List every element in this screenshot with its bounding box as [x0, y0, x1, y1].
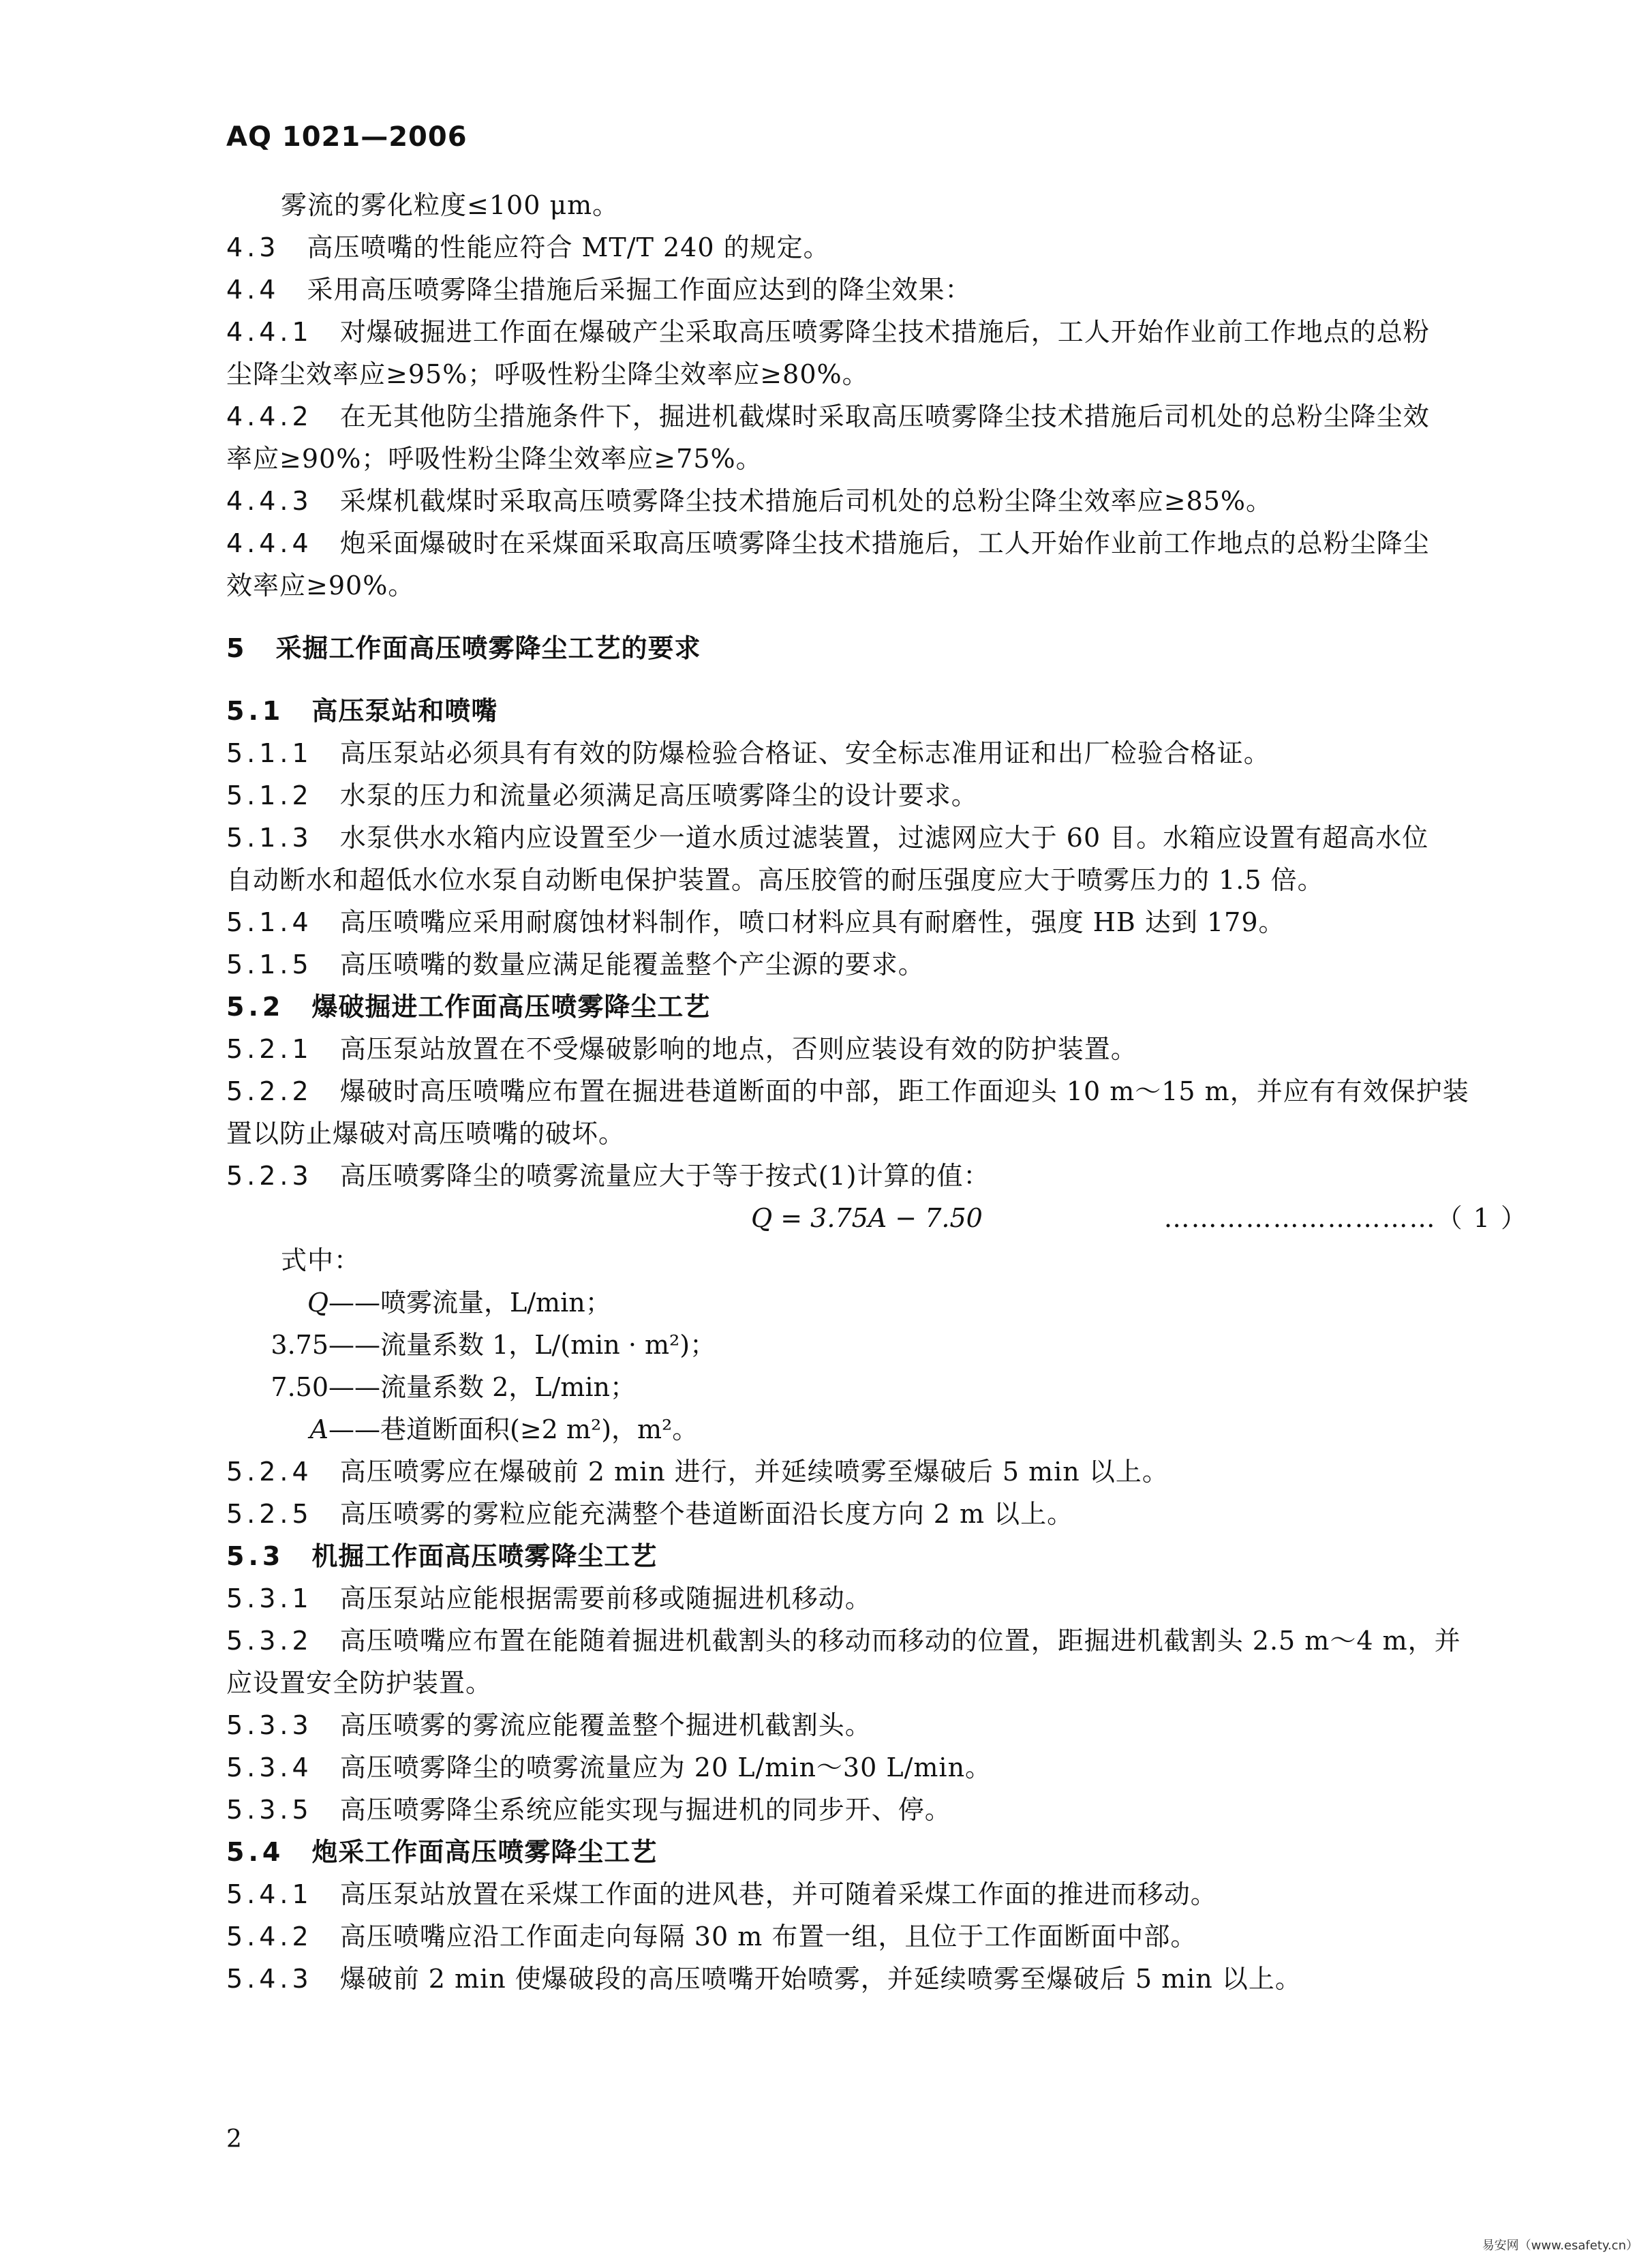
clause-line — [226, 1789, 1528, 1831]
line-text: 式中： — [281, 1245, 361, 1275]
clause-line — [226, 1070, 1528, 1112]
clause-text: 高压喷雾降尘的喷雾流量应为 20 L/min～30 L/min。 — [339, 1752, 992, 1782]
clause-number: 5.2 — [226, 992, 285, 1022]
clause-line — [226, 1577, 1528, 1620]
clause-line — [226, 1704, 1528, 1746]
variable-description: ——喷雾流量，L/min； — [328, 1288, 611, 1318]
clause-number: 5.2.3 — [226, 1161, 313, 1191]
clause-number: 5.3.4 — [226, 1752, 313, 1782]
clause-line — [226, 1451, 1528, 1493]
line-text: 尘降尘效率应≥95%；呼吸性粉尘降尘效率应≥80%。 — [226, 359, 869, 389]
clause-text: 在无其他防尘措施条件下，掘进机截煤时采取高压喷雾降尘技术措施后司机处的总粉尘降尘效 — [339, 401, 1430, 431]
clause-number: 4.4.1 — [226, 317, 313, 347]
indented-line — [226, 184, 1528, 226]
clause-text: 高压喷雾的雾流应能覆盖整个掘进机截割头。 — [339, 1710, 872, 1740]
clause-text: 高压喷嘴应采用耐腐蚀材料制作，喷口材料应具有耐磨性，强度 HB 达到 179。 — [339, 907, 1285, 937]
section-heading — [226, 1831, 1528, 1873]
clause-text: 对爆破掘进工作面在爆破产尘采取高压喷雾降尘技术措施后，工人开始作业前工作地点的总粉 — [339, 317, 1430, 347]
clause-number: 5.2.4 — [226, 1457, 313, 1487]
clause-text: 爆破掘进工作面高压喷雾降尘工艺 — [311, 992, 711, 1022]
continuation-line — [226, 1662, 1528, 1704]
clause-number: 5.3.2 — [226, 1626, 313, 1656]
clause-number: 5.3.5 — [226, 1795, 313, 1825]
variable-description: ——流量系数 2，L/min； — [328, 1372, 636, 1402]
clause-line — [226, 1746, 1528, 1789]
clause-number: 5.1.1 — [226, 738, 313, 768]
line-text: 效率应≥90%。 — [226, 571, 415, 601]
clause-line — [226, 1873, 1528, 1915]
clause-text: 爆破时高压喷嘴应布置在掘进巷道断面的中部，距工作面迎头 10 m～15 m，并应有有效保护装 — [339, 1076, 1469, 1106]
variable-symbol: A — [309, 1414, 328, 1444]
clause-number: 5.4 — [226, 1837, 285, 1867]
clause-line — [226, 395, 1528, 438]
section-spacer — [226, 669, 1528, 690]
variable-symbol: 3.75 — [271, 1330, 328, 1360]
clause-text: 高压喷嘴应沿工作面走向每隔 30 m 布置一组，且位于工作面断面中部。 — [339, 1922, 1197, 1952]
clause-text: 采煤机截煤时采取高压喷雾降尘技术措施后司机处的总粉尘降尘效率应≥85%。 — [339, 486, 1273, 516]
continuation-line — [226, 353, 1528, 395]
variable-description: ——巷道断面积(≥2 m²)，m²。 — [328, 1414, 699, 1444]
standard-code-header: AQ 1021—2006 — [226, 121, 468, 153]
variable-description: ——流量系数 1，L/(min · m²)； — [328, 1330, 716, 1360]
clause-number: 5.3 — [226, 1541, 285, 1571]
clause-line — [226, 943, 1528, 986]
line-text: 雾流的雾化粒度≤100 μm。 — [281, 190, 620, 220]
clause-line — [226, 522, 1528, 564]
clause-text: 高压泵站和喷嘴 — [311, 696, 498, 726]
clause-number: 5.1.2 — [226, 780, 313, 810]
clause-number: 5.3.3 — [226, 1710, 313, 1740]
clause-text: 采掘工作面高压喷雾降尘工艺的要求 — [275, 633, 701, 663]
clause-text: 高压喷嘴的数量应满足能覆盖整个产尘源的要求。 — [339, 950, 925, 980]
clause-text: 高压喷雾的雾粒应能充满整个巷道断面沿长度方向 2 m 以上。 — [339, 1499, 1074, 1529]
continuation-line — [226, 564, 1528, 607]
variable-definition — [226, 1366, 1528, 1408]
clause-number: 5.4.2 — [226, 1922, 313, 1952]
section-heading — [226, 690, 1528, 732]
clause-text: 高压喷雾降尘的喷雾流量应大于等于按式(1)计算的值： — [339, 1161, 990, 1191]
clause-line — [226, 480, 1528, 522]
clause-line — [226, 1155, 1528, 1197]
indented-line — [226, 1239, 1528, 1281]
continuation-line — [226, 859, 1528, 901]
clause-text: 高压喷嘴应布置在能随着掘进机截割头的移动而移动的位置，距掘进机截割头 2.5 m～4 m，并 — [339, 1626, 1461, 1656]
clause-text: 高压泵站放置在采煤工作面的进风巷，并可随着采煤工作面的推进而移动。 — [339, 1879, 1217, 1909]
continuation-line — [226, 1112, 1528, 1155]
clause-number: 4.4.3 — [226, 486, 313, 516]
clause-number: 5.3.1 — [226, 1583, 313, 1613]
page-number: 2 — [226, 2125, 242, 2153]
clause-number: 5.4.1 — [226, 1879, 313, 1909]
clause-number: 5.2.1 — [226, 1034, 313, 1064]
variable-symbol: Q — [307, 1288, 328, 1318]
clause-number: 5.1 — [226, 696, 285, 726]
clause-text: 采用高压喷雾降尘措施后采掘工作面应达到的降尘效果： — [307, 275, 972, 305]
variable-definition — [226, 1324, 1528, 1366]
formula-expression: Q = 3.75A − 7.50 — [751, 1203, 983, 1233]
clause-number: 4.4.2 — [226, 401, 313, 431]
clause-number: 5.2.5 — [226, 1499, 313, 1529]
clause-text: 高压喷嘴的性能应符合 MT/T 240 的规定。 — [307, 232, 830, 262]
clause-text: 高压喷雾应在爆破前 2 min 进行，并延续喷雾至爆破后 5 min 以上。 — [339, 1457, 1169, 1487]
clause-line — [226, 1915, 1528, 1958]
clause-line — [226, 1493, 1528, 1535]
clause-text: 高压泵站放置在不受爆破影响的地点，否则应装设有效的防护装置。 — [339, 1034, 1137, 1064]
line-text: 自动断水和超低水位水泵自动断电保护装置。高压胶管的耐压强度应大于喷雾压力的 1.5 倍。 — [226, 865, 1324, 895]
clause-number: 5 — [226, 633, 249, 663]
clause-number: 5.4.3 — [226, 1964, 313, 1994]
clause-line — [226, 226, 1528, 269]
clause-text: 高压喷雾降尘系统应能实现与掘进机的同步开、停。 — [339, 1795, 951, 1825]
continuation-line — [226, 438, 1528, 480]
clause-text: 水泵的压力和流量必须满足高压喷雾降尘的设计要求。 — [339, 780, 978, 810]
variable-definition — [226, 1281, 1528, 1324]
clause-line — [226, 311, 1528, 353]
section-heading — [226, 1535, 1528, 1577]
variable-symbol: 7.50 — [271, 1372, 328, 1402]
clause-line — [226, 1620, 1528, 1662]
section-spacer — [226, 607, 1528, 627]
clause-number: 4.4.4 — [226, 528, 313, 558]
section-heading — [226, 627, 1528, 669]
body-text — [226, 184, 1528, 2000]
line-text: 率应≥90%；呼吸性粉尘降尘效率应≥75%。 — [226, 444, 763, 474]
formula-reference: …………………………（ 1 ） — [1163, 1203, 1528, 1233]
clause-line — [226, 732, 1528, 774]
clause-number: 4.3 — [226, 232, 280, 262]
clause-text: 水泵供水水箱内应设置至少一道水质过滤装置，过滤网应大于 60 目。水箱应设置有超高水位 — [339, 823, 1429, 853]
clause-text: 机掘工作面高压喷雾降尘工艺 — [311, 1541, 658, 1571]
formula-line — [226, 1197, 1528, 1239]
clause-number: 5.1.4 — [226, 907, 313, 937]
line-text: 应设置安全防护装置。 — [226, 1668, 493, 1698]
clause-text: 爆破前 2 min 使爆破段的高压喷嘴开始喷雾，并延续喷雾至爆破后 5 min 以上。 — [339, 1964, 1302, 1994]
clause-number: 5.1.3 — [226, 823, 313, 853]
clause-text: 高压泵站应能根据需要前移或随掘进机移动。 — [339, 1583, 872, 1613]
clause-line — [226, 1958, 1528, 2000]
clause-number: 5.1.5 — [226, 950, 313, 980]
clause-text: 炮采面爆破时在采煤面采取高压喷雾降尘技术措施后，工人开始作业前工作地点的总粉尘降尘 — [339, 528, 1430, 558]
clause-number: 4.4 — [226, 275, 280, 305]
section-heading — [226, 986, 1528, 1028]
clause-line — [226, 901, 1528, 943]
site-watermark: 易安网（www.esafety.cn） — [1482, 2239, 1638, 2253]
clause-line — [226, 817, 1528, 859]
clause-line — [226, 1028, 1528, 1070]
variable-definition — [226, 1408, 1528, 1451]
line-text: 置以防止爆破对高压喷嘴的破坏。 — [226, 1119, 626, 1149]
clause-text: 炮采工作面高压喷雾降尘工艺 — [311, 1837, 658, 1867]
clause-line — [226, 269, 1528, 311]
clause-number: 5.2.2 — [226, 1076, 313, 1106]
clause-line — [226, 774, 1528, 817]
clause-text: 高压泵站必须具有有效的防爆检验合格证、安全标志准用证和出厂检验合格证。 — [339, 738, 1270, 768]
